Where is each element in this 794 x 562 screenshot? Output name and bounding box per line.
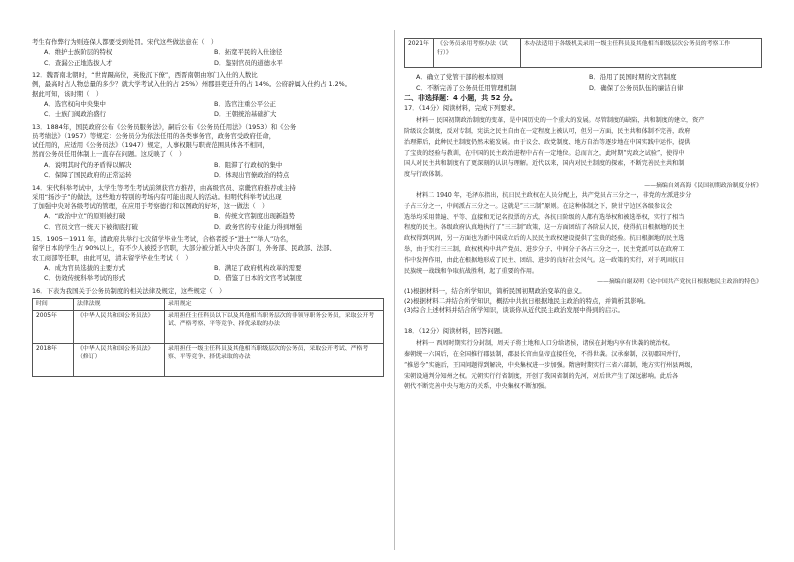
table-header-row [33,299,384,311]
q13-line-3: 试任用的，应适用《公务员法》（1947）规定，人事权限与职责范围具体各不相同， [32,141,269,150]
option-c: C．官员文官一统天下被彻底打破 [44,222,138,231]
table-cell-year: 2018年 [33,343,74,376]
material-2-line: 作中发挥作用，由此在根据地形成了民主、团结、进步的良好社会风气。这一政策的实行，对于巩固抗日 [404,256,685,264]
law-table [32,298,384,377]
question-13 [32,123,384,181]
material-2 [404,191,762,287]
q14-options [44,211,384,232]
table-row [405,39,762,68]
q12-line-3: 据此可知，该时期（ ） [32,89,103,98]
material-3-line: 宋朝设通判分知州之权。元朝实行行省制度，开创了我国省制的先河，对后世产生了深远影响。此后各 [404,372,679,380]
table-header-law: 法律法规 [74,299,165,311]
material-1-line: 度与行政体制。 [404,171,447,179]
material-1-line: 国人对民主共和制度有了更深刻的认识与理解。近代以来，国内对民主制度的探索，不断完善民主共和制 [404,160,685,168]
q16-options [416,72,762,93]
option-c: C．查漏公正地选拔人才 [44,58,113,67]
q15-line-3: 农工商部等任职，由此可见，清末留学毕业生考试（ ） [32,253,192,262]
option-d: D．政务官的专业能力得到增强 [214,222,302,231]
option-c: C．士族门阀政治盛行 [44,110,106,119]
option-d: D．体现出官僚政治的特点 [214,171,290,180]
option-b: B．拓宽平民的入仕途径 [214,48,283,57]
q15-line-1: 15．1905－1911 年，清政府共举行七次留学毕业生考试，合格者授予“进士”“举人”功名， [32,235,293,244]
option-d: D．鉴别官员的道德水平 [214,58,283,67]
q14-line-2: 采用“扬沙子”的做法，这些地方特别的考场内有可能出现人的活动。但明代科举考试出现 [32,192,282,201]
q17-heading: 17．（14分）阅读材料，完成下列要求。 [404,104,520,112]
option-b: B．阻滞了行政权的集中 [214,160,283,169]
table-cell-law: 《中华人民共和国公务员法》 [74,310,165,343]
table-header-time: 时间 [33,299,74,311]
option-d: D．确保了公务员队伍的廉洁自律 [589,83,684,92]
table-cell-law: 《中华人民共和国公务员法》（修订） [74,343,165,376]
material-3-line: “推恩令”实施后，王国问题得到解决，中央集权进一步加强。隋唐时期实行三省六部制，地方实行州县两级， [404,361,697,369]
table-header-rule: 录用规定 [165,299,384,311]
option-c: C．不断完善了公务员任用管理机制 [416,83,517,92]
material-3-line: 朝代不断完善中央与地方的关系，中央集权不断加强。 [404,383,551,391]
material-2-line: 民族统一战线和争取抗战胜利，起了重要的作用。 [404,267,539,275]
q13-line-2: 员考绩法》（1957）等规定：公务员分为依法任用的各类事务官，政务官受政府任命， [32,132,276,141]
q12-line-2: 例，最高时占人物总量的多少？就大学考试入仕的占 25%）州郡县吏迁升的占 14%。公府辟属入仕约占 1.2%。 [32,80,352,89]
q17-task-2: (2)根据材料二并结合所学知识，概括中共抗日根据地民主政治的特点，并简析其影响。 [404,296,650,305]
left-column [32,38,384,377]
q17-task-3: (3)综合上述材料并结合所学知识，谈谈你从近代民主政治发展中得到的启示。 [404,305,624,314]
material-2-line: 政权得到巩固，另一方面也为新中国成立后的人民民主政权建设提供了宝贵的经验。抗日根据地的民主选 [404,235,685,243]
table-cell-law: 《公务员录用考察办法（试行）》 [434,39,521,68]
material-1-source: ——摘编自刘高海《民国初期政治制度分析》 [644,182,762,189]
material-1-line: 治理滞后，此种民主制度仍然未能发展。由于议会、政党制度、地方自治等逐步地在中国实践中运作，提供 [404,138,691,146]
q17-tasks [404,287,762,315]
option-b: B．沿用了民国时期的文官制度 [589,73,677,81]
option-b: B．满足了政府机构改革的需要 [214,263,302,272]
material-2-line: 举，由于实行三三制，政权机构中共产党员、进步分子、中间分子各占三分之一，民主党派可以在政府工 [404,245,685,253]
material-2-line: 选举均采用普遍、平等、直接和无记名投票的方式，各抗日阶级的人都有选举权和被选举权，实行了相当 [404,213,685,221]
column-divider [394,30,395,550]
q16-stem: 16．下表为我国关于公务员制度的相关法律及规定，这些规定（ ） [32,286,226,295]
material-2-line: 材料二 1940 年，毛泽东指出，抗日民主政权在人员分配上，共产党员占三分之一，非党的左派进步分 [416,191,692,199]
option-a: A．成为官员选拔的主要方式 [44,263,126,272]
material-1-line: 材料一 民国初期政治制度的变革，是中国历史的一个重大的发展。尽管制度的缺陷，共和制度的建立，资产 [416,117,705,125]
table-cell-year: 2021年 [405,39,434,68]
option-d: D．借鉴了日本的文官考试制度 [214,274,302,283]
option-a: A．维护士族阶层的特权 [44,48,113,57]
question-12 [32,71,384,120]
q15-options [44,263,384,284]
table-cell-rule: 录用担任主任科员以下以及其他相当职务层次的非领导职务公务员，采取公开考试、严格考察、平等竞争、择优录取的办法 [165,310,384,343]
table-cell-rule: 录用担任一级主任科员及其他相当职级层次的公务员，采取公开考试、严格考察、平等竞争、择优录取的办法 [165,343,384,376]
material-2-line: 子占三分之一，中间派占三分之一。这就是“三三制”原则。在这种体制之下，陕甘宁边区各级参议会 [404,202,673,210]
material-2-source: ——摘编自谢双明《论中国共产党抗日根据地民主政治的特色》 [597,279,762,286]
option-a: A．“政治中立”的原则被打破 [44,212,126,221]
right-column [404,38,762,393]
question-intro-line: 考生有作弊行为则连保人都要受到处罚。宋代这些做法意在（ ） [32,38,218,46]
section-title: 二、非选择题：4 小题，共 52 分。 [404,94,517,102]
material-3 [404,339,762,393]
table-row [33,343,384,376]
q15-line-2: 留学日本的学生占 90%以上，有不少人被授予官职，大部分被分派入中央各部门，外务部、民政部、法部、 [32,244,336,253]
law-table-continued [404,38,762,68]
option-c: C．保障了国民政府的正常运转 [44,171,132,180]
option-a: A．确立了党管干部的根本原则 [416,73,504,81]
material-3-line: 材料一 西周时期实行分封制，周天子将土地和人口分给诸侯，诸侯在封地内享有世袭的统治权。 [416,340,674,348]
material-2-line: 程度的民主。各级政府认真地执行了“三三制”政策，这一方面团结了各阶层人民，使得抗日根据地的民主 [404,224,685,232]
q17-task-1: (1)根据材料一，结合所学知识，简析民国初期政治变革的意义。 [404,287,586,296]
table-row [33,310,384,343]
option-b: B．传统文官制度出现新趋势 [214,212,296,221]
question-15 [32,235,384,284]
material-1-line: 了宝贵的经验与教训，在中国的民主政治进程中占有一定地位。总而言之，此时期“宪政之试验”，使得中 [404,149,685,157]
material-1 [404,116,762,191]
q13-options [44,160,384,181]
table-cell-rule: 本办法适用于各级机关录用一级主任科员及其他相当职级层次公务员的考察工作 [521,39,762,68]
question-14 [32,184,384,233]
material-3-line: 秦朝统一六国后，在全国推行郡县制，郡县长官由皇帝直接任免，不得世袭。汉承秦制，汉初郡国并行， [404,350,685,358]
q18-heading: 18．（12分）阅读材料，回答问题。 [404,326,507,335]
q13-line-4: 然而公务员任用体制上一直存在问题。这反映了（ ） [32,150,186,159]
q14-line-1: 14．宋代科举考试中，太学生等考生考试前须获官方推荐，由高级官员、京畿官府推荐或主持 [32,183,296,192]
option-a: A．选官权向中央集中 [44,99,106,108]
material-1-line: 阶级议会制度，反对专制，宪法之民主自由在一定程度上被认可，但另一方面，民主共和体制不完善，政府 [404,128,691,135]
prev-question-options [44,47,384,68]
option-c: C．仿效传统科举考试的形式 [44,274,126,283]
q12-options [44,99,384,120]
option-d: D．王朝统治基础扩大 [214,110,277,119]
option-a: A．说明其时代的矛盾得以解决 [44,160,132,169]
q12-line-1: 12．魏晋南北朝时，“世胄蹑高位，英俊沉下僚”，西晋南朝由寒门入仕的人数比 [32,71,258,80]
option-b: B．选官注重公平公正 [214,99,276,108]
q14-line-3: 了加强中央对各级考试的管理，在应用于考察德行和以图政的好坏，这一做法（ ） [32,202,269,211]
table-cell-year: 2005年 [33,310,74,343]
q13-line-1: 13．1884年，国民政府公布《公务员服务法》，嗣后公布《公务员任用法》（1953）和《公务 [32,122,297,131]
